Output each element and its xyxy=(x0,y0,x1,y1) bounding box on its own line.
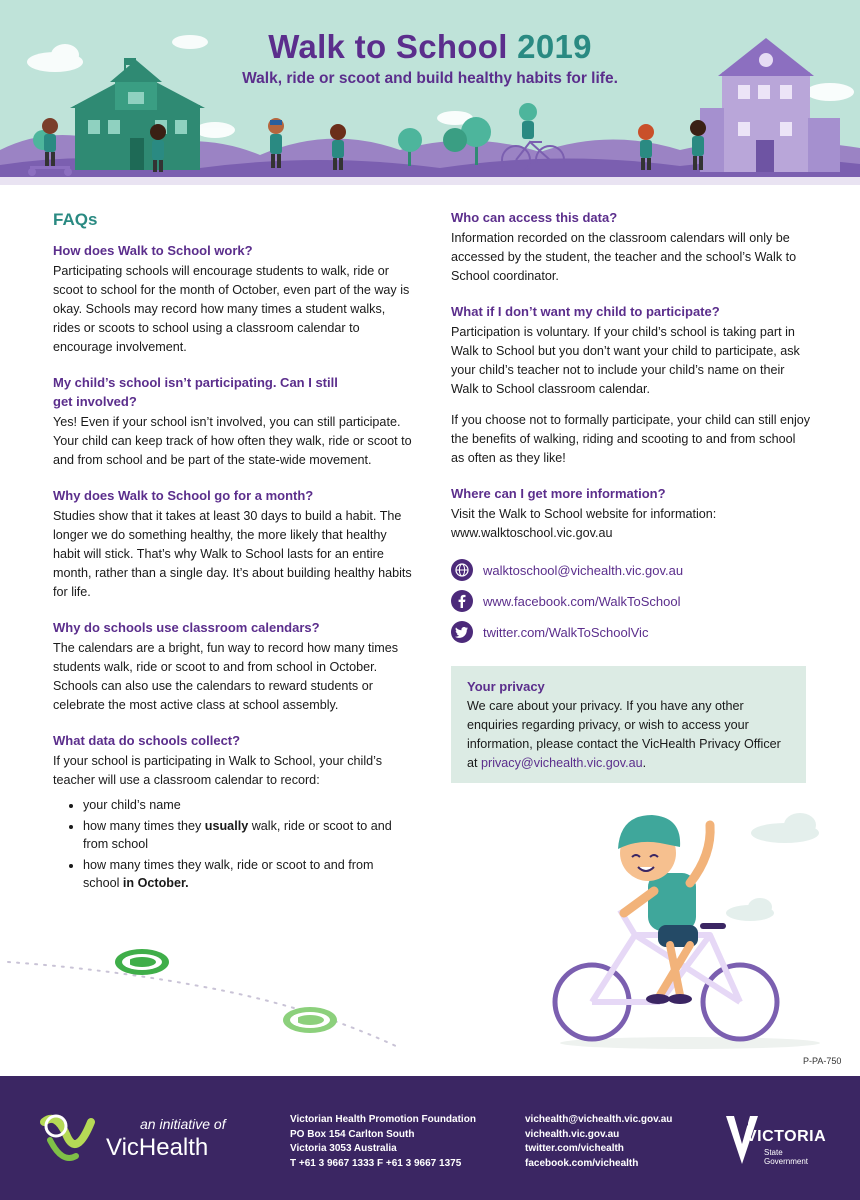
faq-question: Where can I get more information? xyxy=(451,486,666,501)
title-text: Walk to School xyxy=(268,28,508,65)
twitter-icon xyxy=(451,621,473,643)
contact-twitter[interactable] xyxy=(451,621,811,643)
privacy-box xyxy=(451,666,806,783)
faq-answer: Participation is voluntary. If your child’s school is taking part in Walk to School but you don’t want your child to participate, ask your child’s teacher not to include your child’s name on their Walk to School classroom calendar. xyxy=(451,325,800,396)
footprint-icon xyxy=(115,949,169,975)
faq-item xyxy=(451,302,811,468)
list-item xyxy=(83,817,413,853)
government-label: Government xyxy=(764,1157,809,1166)
title-year: 2019 xyxy=(517,28,592,65)
privacy-body: We care about your privacy. If you have any other enquiries regarding privacy, or wish to access your information, please contact the VicHealth Privacy Officer at xyxy=(467,699,781,770)
faq-question: What data do schools collect? xyxy=(53,733,241,748)
faq-item xyxy=(53,618,413,715)
faq-answer: If your school is participating in Walk to School, your child’s teacher will use a classroom calendar to record: xyxy=(53,754,382,787)
facebook-link[interactable]: www.facebook.com/WalkToSchool xyxy=(483,593,681,609)
left-column xyxy=(53,210,413,908)
footer-address xyxy=(290,1113,476,1171)
address-line: Victorian Health Promotion Foundation xyxy=(290,1114,476,1125)
address-line: T +61 3 9667 1333 F +61 3 9667 1375 xyxy=(290,1157,462,1169)
globe-icon xyxy=(451,559,473,581)
vichealth-brand: VicHealth xyxy=(106,1134,209,1161)
address-line: Victoria 3053 Australia xyxy=(290,1143,397,1154)
victoria-text: VICTORIA xyxy=(746,1128,827,1145)
privacy-email-link[interactable]: privacy@vichealth.vic.gov.au xyxy=(481,756,643,770)
header-banner xyxy=(0,0,860,185)
footer-link[interactable]: vichealth@vichealth.vic.gov.au xyxy=(525,1114,673,1125)
footprints-illustration xyxy=(0,930,440,1060)
right-column xyxy=(451,208,811,652)
footer-links xyxy=(525,1113,672,1171)
list-item-text: walk, ride or scoot to and from school xyxy=(83,819,392,851)
privacy-period: . xyxy=(642,756,647,770)
footer-link[interactable]: twitter.com/vichealth xyxy=(525,1143,624,1154)
faq-answer: Visit the Walk to School website for information: www.walktoschool.vic.gov.au xyxy=(451,507,717,540)
cyclist-illustration xyxy=(540,795,840,1055)
faq-item xyxy=(53,241,413,357)
list-item xyxy=(83,856,413,892)
initiative-text: an initiative of xyxy=(140,1116,226,1132)
faq-question: Who can access this data? xyxy=(451,210,618,225)
twitter-link[interactable]: twitter.com/WalkToSchoolVic xyxy=(483,624,649,640)
faq-question: My child’s school isn’t participating. Can I still get involved? xyxy=(53,375,338,409)
page-subtitle: Walk, ride or scoot and build healthy habits for life. xyxy=(242,70,618,87)
faq-item xyxy=(451,208,811,286)
footer-link[interactable]: vichealth.vic.gov.au xyxy=(525,1128,620,1140)
faq-answer: Studies show that it takes at least 30 days to build a habit. The longer we do something healthy, the more likely that healthy habit will stick. That’s why Walk to School lasts for an entire month, rather than a single day. It’s about building healthy habits for life. xyxy=(53,509,412,599)
privacy-title: Your privacy xyxy=(467,679,545,694)
list-item-bold: usually xyxy=(204,819,249,833)
list-item xyxy=(83,796,413,814)
faq-answer: Participating schools will encourage students to walk, ride or scoot to school for the month of October, even part of the way is okay. Schools may record how many times a student walks, rides or scoots to school using a classroom calendar to encourage involvement. xyxy=(53,264,410,354)
state-label: State xyxy=(764,1148,783,1157)
vichealth-logo-icon xyxy=(36,1104,106,1174)
faq-heading: FAQs xyxy=(53,210,98,229)
footprint-icon xyxy=(283,1007,337,1033)
list-item-text: your child’s name xyxy=(83,798,181,812)
list-item-text: how many times they xyxy=(83,819,205,833)
contact-facebook[interactable] xyxy=(451,590,811,612)
faq-item xyxy=(53,486,413,602)
address-line: PO Box 154 Carlton South xyxy=(290,1128,415,1140)
faq-item xyxy=(53,373,413,470)
page-title xyxy=(0,28,860,66)
email-link[interactable]: walktoschool@vichealth.vic.gov.au xyxy=(483,562,684,578)
faq-answer: The calendars are a bright, fun way to record how many times students walk, ride or scoot to and from school in October. Schools can also use the calendars to reward students or celebrate the most active class at school assembly. xyxy=(53,641,399,712)
document-code: P-PA-750 xyxy=(803,1056,842,1066)
faq-answer-continued: If you choose not to formally participate, your child can still enjoy the benefits of walking, riding and scooting to and from school as often as they like! xyxy=(451,413,811,465)
contact-email[interactable] xyxy=(451,559,811,581)
faq-question: Why does Walk to School go for a month? xyxy=(53,488,314,503)
faq-answer: Information recorded on the classroom calendars will only be accessed by the student, the teacher and the school’s Walk to School coordinator. xyxy=(451,231,797,283)
footer xyxy=(0,1076,860,1200)
privacy-text xyxy=(467,697,790,773)
list-item-bold: in October. xyxy=(122,876,189,890)
faq-item xyxy=(451,484,811,543)
list-item-text: how many times they walk, ride or scoot to and from school xyxy=(83,858,374,890)
faq-question: How does Walk to School work? xyxy=(53,243,253,258)
faq-question: What if I don’t want my child to participate? xyxy=(451,304,720,319)
contact-list xyxy=(451,559,811,643)
faq-question: Why do schools use classroom calendars? xyxy=(53,620,320,635)
faq-answer: Yes! Even if your school isn’t involved, you can still participate. Your child can keep track of how often they walk, ride or scoot to and from school and be part of the state-wide movement. xyxy=(53,415,412,467)
data-list xyxy=(53,796,413,892)
facebook-icon xyxy=(451,590,473,612)
footer-link[interactable]: facebook.com/vichealth xyxy=(525,1157,639,1169)
faq-item xyxy=(53,731,413,892)
state-government-text xyxy=(764,1148,808,1166)
